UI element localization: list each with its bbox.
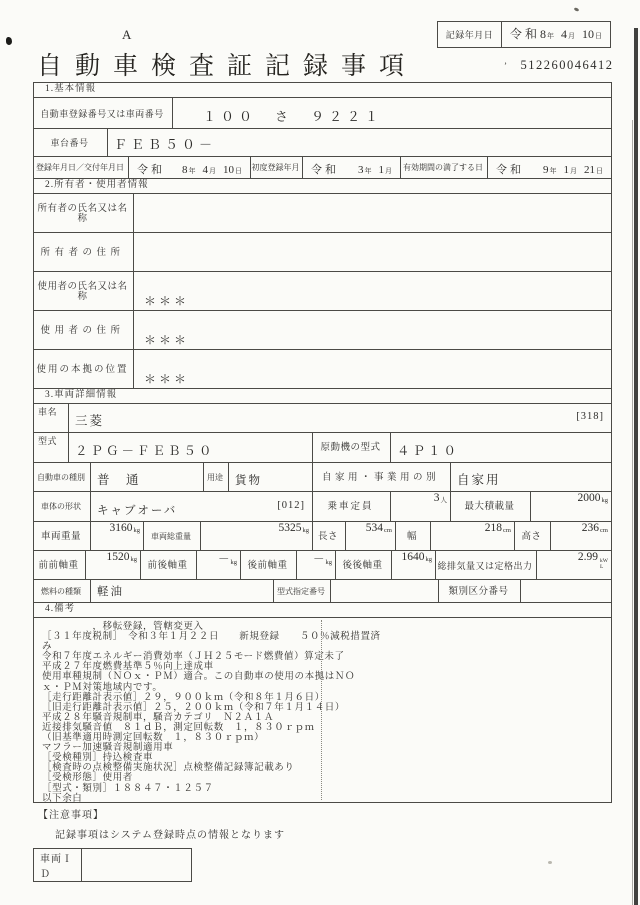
kg-unit: kg bbox=[130, 556, 137, 563]
width-label: 幅 bbox=[396, 522, 431, 550]
axle-rear-front-value bbox=[297, 551, 336, 579]
vehicle-weight-value bbox=[91, 522, 144, 550]
notice-title: 【注意事項】 bbox=[38, 810, 104, 821]
remark-line: ［受検種別］持込検査車 bbox=[42, 753, 154, 764]
remark-line: ［型式・類別］１８８４７・１２５７ bbox=[42, 783, 214, 794]
displacement-value bbox=[537, 551, 611, 579]
dates-row bbox=[34, 157, 611, 179]
base-location-label: 使用の本拠の位置 bbox=[34, 350, 134, 388]
height-value bbox=[551, 522, 611, 550]
remark-line: 平成２８年騒音規制車，騒音カテゴリ Ｎ２Ａ１Ａ bbox=[42, 712, 274, 723]
registration-date-value bbox=[129, 157, 251, 178]
section4-header: 4.備考 bbox=[45, 604, 76, 614]
vehicle-kind-label: 自動車の種別 bbox=[34, 463, 91, 491]
kg-unit: kg bbox=[325, 559, 332, 566]
owner-name-value bbox=[134, 194, 611, 232]
axle-number: 1640 bbox=[401, 551, 425, 563]
stray-mark: ’ bbox=[504, 61, 509, 71]
era-text: 令和 bbox=[510, 27, 541, 41]
model-row bbox=[34, 433, 611, 463]
owner-name-label: 所有者の氏名又は名称 bbox=[34, 194, 134, 232]
max-load-number: 2000 bbox=[577, 492, 601, 504]
use-label: 用途 bbox=[204, 463, 229, 491]
month-value: 4 bbox=[202, 164, 208, 176]
remark-line: ［走行距離計表示値］２９，９００ｋｍ（令和８年１月６日） bbox=[42, 692, 325, 703]
user-name-value: ＊＊＊ bbox=[144, 294, 190, 308]
year-value: 3 bbox=[358, 164, 364, 176]
length-label: 長さ bbox=[313, 522, 346, 550]
remark-line: ［受検形態］使用者 bbox=[42, 773, 133, 784]
car-name-row bbox=[34, 404, 611, 433]
gross-weight-value bbox=[201, 522, 313, 550]
year-value: 8 bbox=[182, 164, 188, 176]
remark-line: マフラー加速騒音規制適用車 bbox=[42, 743, 174, 754]
cm-unit: cm bbox=[600, 527, 608, 534]
remark-line: 以下余白 bbox=[42, 793, 83, 802]
remark-line: み bbox=[42, 642, 53, 653]
gross-number: 5325 bbox=[278, 522, 302, 534]
expiry-date-label: 有効期間の満了する日 bbox=[401, 157, 488, 178]
remark-line: 令和７年度エネルギー消費効率（ＪＨ２５モード燃費値）算定未了 bbox=[42, 652, 345, 663]
user-name-row bbox=[34, 272, 611, 311]
base-location-value: ＊＊＊ bbox=[144, 372, 190, 386]
type-designation-value bbox=[331, 580, 439, 602]
body-shape-value: キャブオーバ bbox=[97, 505, 178, 517]
remarks-box bbox=[34, 618, 611, 802]
owner-name-row bbox=[34, 194, 611, 233]
height-number: 236 bbox=[581, 522, 600, 534]
chassis-number-value: ＦＥＢ５０－ bbox=[114, 137, 217, 152]
day-unit: 日 bbox=[235, 167, 242, 175]
record-date-box bbox=[437, 21, 611, 48]
person-unit: 人 bbox=[440, 497, 447, 504]
body-shape-label: 車体の形状 bbox=[34, 492, 91, 521]
capacity-number: 3 bbox=[433, 492, 440, 504]
chassis-number-label: 車台番号 bbox=[34, 129, 108, 156]
month-unit: 月 bbox=[209, 167, 216, 175]
body-shape-cell bbox=[91, 492, 313, 521]
kg-unit: kg bbox=[425, 556, 432, 563]
fuel-row bbox=[34, 580, 611, 603]
remark-line: ［３１年度税制］ 令和３年１月２２日 新規登録 ５０％減税措置済 bbox=[42, 632, 381, 643]
expiry-date-value bbox=[488, 157, 611, 178]
month-unit: 月 bbox=[385, 167, 392, 175]
vehicle-kind-value: 普 通 bbox=[91, 463, 204, 491]
scan-speck bbox=[548, 861, 552, 864]
axle-number: 1520 bbox=[106, 551, 130, 563]
classification-value bbox=[521, 580, 611, 602]
vehicle-id-label: 車両ＩＤ bbox=[34, 849, 82, 881]
max-load-label: 最大積載量 bbox=[451, 492, 531, 521]
axle-rear-rear-label: 後後軸重 bbox=[336, 551, 392, 579]
registration-number-row bbox=[34, 98, 611, 129]
user-name-label: 使用者の氏名又は名称 bbox=[34, 272, 134, 310]
section2-header: 2.所有者・使用者情報 bbox=[45, 180, 149, 190]
axle-front-front-value bbox=[86, 551, 141, 579]
model-label: 型式 bbox=[34, 433, 69, 462]
owner-address-value bbox=[134, 233, 611, 271]
model-value: ２ＰＧ－ＦＥＢ５０ bbox=[69, 433, 313, 462]
vehicle-weight-label: 車両重量 bbox=[34, 522, 91, 550]
axle-rear-front-label: 後前軸重 bbox=[241, 551, 297, 579]
cm-unit: cm bbox=[384, 527, 392, 534]
era-text: 令和 bbox=[137, 164, 165, 176]
year-value: 9 bbox=[543, 164, 549, 176]
notice-text: 記録事項はシステム登録時点の情報となります bbox=[55, 830, 285, 841]
capacity-value bbox=[391, 492, 451, 521]
height-label: 高さ bbox=[515, 522, 551, 550]
section3-header: 3.車両詳細情報 bbox=[45, 390, 118, 400]
weight-dimensions-row bbox=[34, 522, 611, 551]
displacement-label: 総排気量又は定格出力 bbox=[436, 551, 537, 579]
vehicle-id-box bbox=[33, 848, 192, 882]
gross-weight-label: 車両総重量 bbox=[144, 522, 201, 550]
axle-number: － bbox=[218, 554, 230, 566]
corner-mark: A bbox=[122, 27, 133, 42]
remark-line: ［検査時の点検整備実施状況］点検整備記録簿記載あり bbox=[42, 763, 295, 774]
year-unit: 年 bbox=[364, 167, 372, 175]
axle-weights-row bbox=[34, 551, 611, 580]
fuel-type-label: 燃料の種類 bbox=[34, 580, 91, 602]
certificate-table bbox=[33, 82, 612, 803]
kw-unit: kW bbox=[600, 558, 608, 564]
fuel-type-value: 軽油 bbox=[91, 580, 274, 602]
use-value: 貨物 bbox=[229, 463, 313, 491]
remark-line: 近接排気騒音値 ８１ｄＢ，測定回転数 １，８３０ｒｐｍ bbox=[42, 722, 315, 733]
year-unit: 年 bbox=[547, 32, 555, 40]
width-value bbox=[431, 522, 515, 550]
record-date-value bbox=[502, 22, 610, 47]
day-value: 21 bbox=[584, 164, 595, 176]
month-unit: 月 bbox=[568, 32, 576, 40]
first-registration-label: 初度登録年月 bbox=[251, 157, 303, 178]
classification-label: 類別区分番号 bbox=[439, 580, 521, 602]
section1-header: 1.基本情報 bbox=[45, 84, 97, 94]
registration-number-value: １００ さ ９２２１ bbox=[203, 109, 384, 124]
car-name-label: 車名 bbox=[34, 404, 69, 432]
record-date-label: 記録年月日 bbox=[438, 22, 502, 47]
engine-model-label: 原動機の型式 bbox=[313, 433, 391, 462]
max-load-value bbox=[531, 492, 611, 521]
remark-line: （旧基準適用時測定回転数 １，８３０ｒｐｍ） bbox=[42, 733, 265, 744]
month-value: 1 bbox=[378, 164, 384, 176]
kg-unit: kg bbox=[133, 527, 140, 534]
base-location-row bbox=[34, 350, 611, 389]
axle-front-rear-value bbox=[197, 551, 241, 579]
scan-speck bbox=[6, 37, 12, 45]
registration-date-label: 登録年月日／交付年月日 bbox=[34, 157, 129, 178]
car-name-cell bbox=[69, 404, 611, 432]
remark-line: ｘ・ＰＭ対策地域内です。 bbox=[42, 682, 163, 693]
first-registration-value bbox=[303, 157, 401, 178]
scan-speck bbox=[574, 7, 580, 12]
user-address-row bbox=[34, 311, 611, 350]
era-text: 令和 bbox=[496, 164, 524, 176]
year-unit: 年 bbox=[549, 167, 557, 175]
document-number-text: 512260046412 bbox=[520, 58, 614, 72]
car-name-code: [318] bbox=[576, 411, 604, 422]
owner-address-row bbox=[34, 233, 611, 272]
year-unit: 年 bbox=[188, 167, 196, 175]
year-value: 8 bbox=[540, 27, 547, 41]
remark-line: 使用車種規制（ＮＯｘ・ＰＭ）適合。この自動車の使用の本拠はＮＯ bbox=[42, 672, 356, 683]
axle-front-front-label: 前前軸重 bbox=[34, 551, 86, 579]
private-business-label: 自家用・事業用の別 bbox=[313, 463, 451, 491]
cm-unit: cm bbox=[503, 527, 511, 534]
month-value: 4 bbox=[561, 27, 568, 41]
car-name-value: 三菱 bbox=[75, 414, 105, 428]
vehicle-id-value bbox=[82, 849, 191, 881]
remark-line: 平成２７年度燃費基準５％向上達成車 bbox=[42, 662, 214, 673]
liter-unit: L bbox=[600, 563, 604, 570]
axle-number: － bbox=[313, 554, 325, 566]
axle-front-rear-label: 前後軸重 bbox=[141, 551, 197, 579]
chassis-number-row bbox=[34, 129, 611, 157]
axle-rear-rear-value bbox=[392, 551, 436, 579]
remark-line: ，移転登録，管轄変更入 bbox=[42, 622, 204, 632]
day-unit: 日 bbox=[595, 32, 603, 40]
remark-line: ［旧走行距離計表示値］２５，２００ｋｍ（令和７年１月１４日） bbox=[42, 702, 346, 713]
type-designation-label: 型式指定番号 bbox=[274, 580, 331, 602]
displacement-number: 2.99 bbox=[577, 551, 599, 563]
page-title: 自動車検査証記録事項 bbox=[37, 53, 418, 80]
scan-edge-line bbox=[632, 120, 633, 905]
day-unit: 日 bbox=[596, 167, 603, 175]
remarks-row bbox=[34, 618, 611, 802]
length-number: 534 bbox=[365, 522, 384, 534]
kg-unit: kg bbox=[302, 527, 309, 534]
user-address-value: ＊＊＊ bbox=[144, 333, 190, 347]
kind-use-row bbox=[34, 463, 611, 492]
body-shape-row bbox=[34, 492, 611, 522]
capacity-label: 乗車定員 bbox=[313, 492, 391, 521]
user-address-label: 使用者の住所 bbox=[34, 311, 134, 349]
scan-edge-bar bbox=[634, 28, 638, 905]
registration-number-label: 自動車登録番号又は車両番号 bbox=[34, 98, 173, 128]
engine-model-value: ４Ｐ１０ bbox=[397, 444, 460, 458]
month-unit: 月 bbox=[570, 167, 577, 175]
weight-number: 3160 bbox=[109, 522, 133, 534]
month-value: 1 bbox=[563, 164, 569, 176]
remarks-divider bbox=[321, 620, 322, 800]
kg-unit: kg bbox=[601, 497, 608, 504]
owner-address-label: 所有者の住所 bbox=[34, 233, 134, 271]
kg-unit: kg bbox=[230, 559, 237, 566]
length-value bbox=[346, 522, 396, 550]
document-number bbox=[504, 58, 614, 73]
day-value: 10 bbox=[223, 164, 234, 176]
width-number: 218 bbox=[484, 522, 503, 534]
day-value: 10 bbox=[582, 27, 595, 41]
private-business-value: 自家用 bbox=[457, 473, 501, 487]
body-shape-code: [012] bbox=[277, 499, 305, 511]
era-text: 令和 bbox=[311, 164, 339, 176]
